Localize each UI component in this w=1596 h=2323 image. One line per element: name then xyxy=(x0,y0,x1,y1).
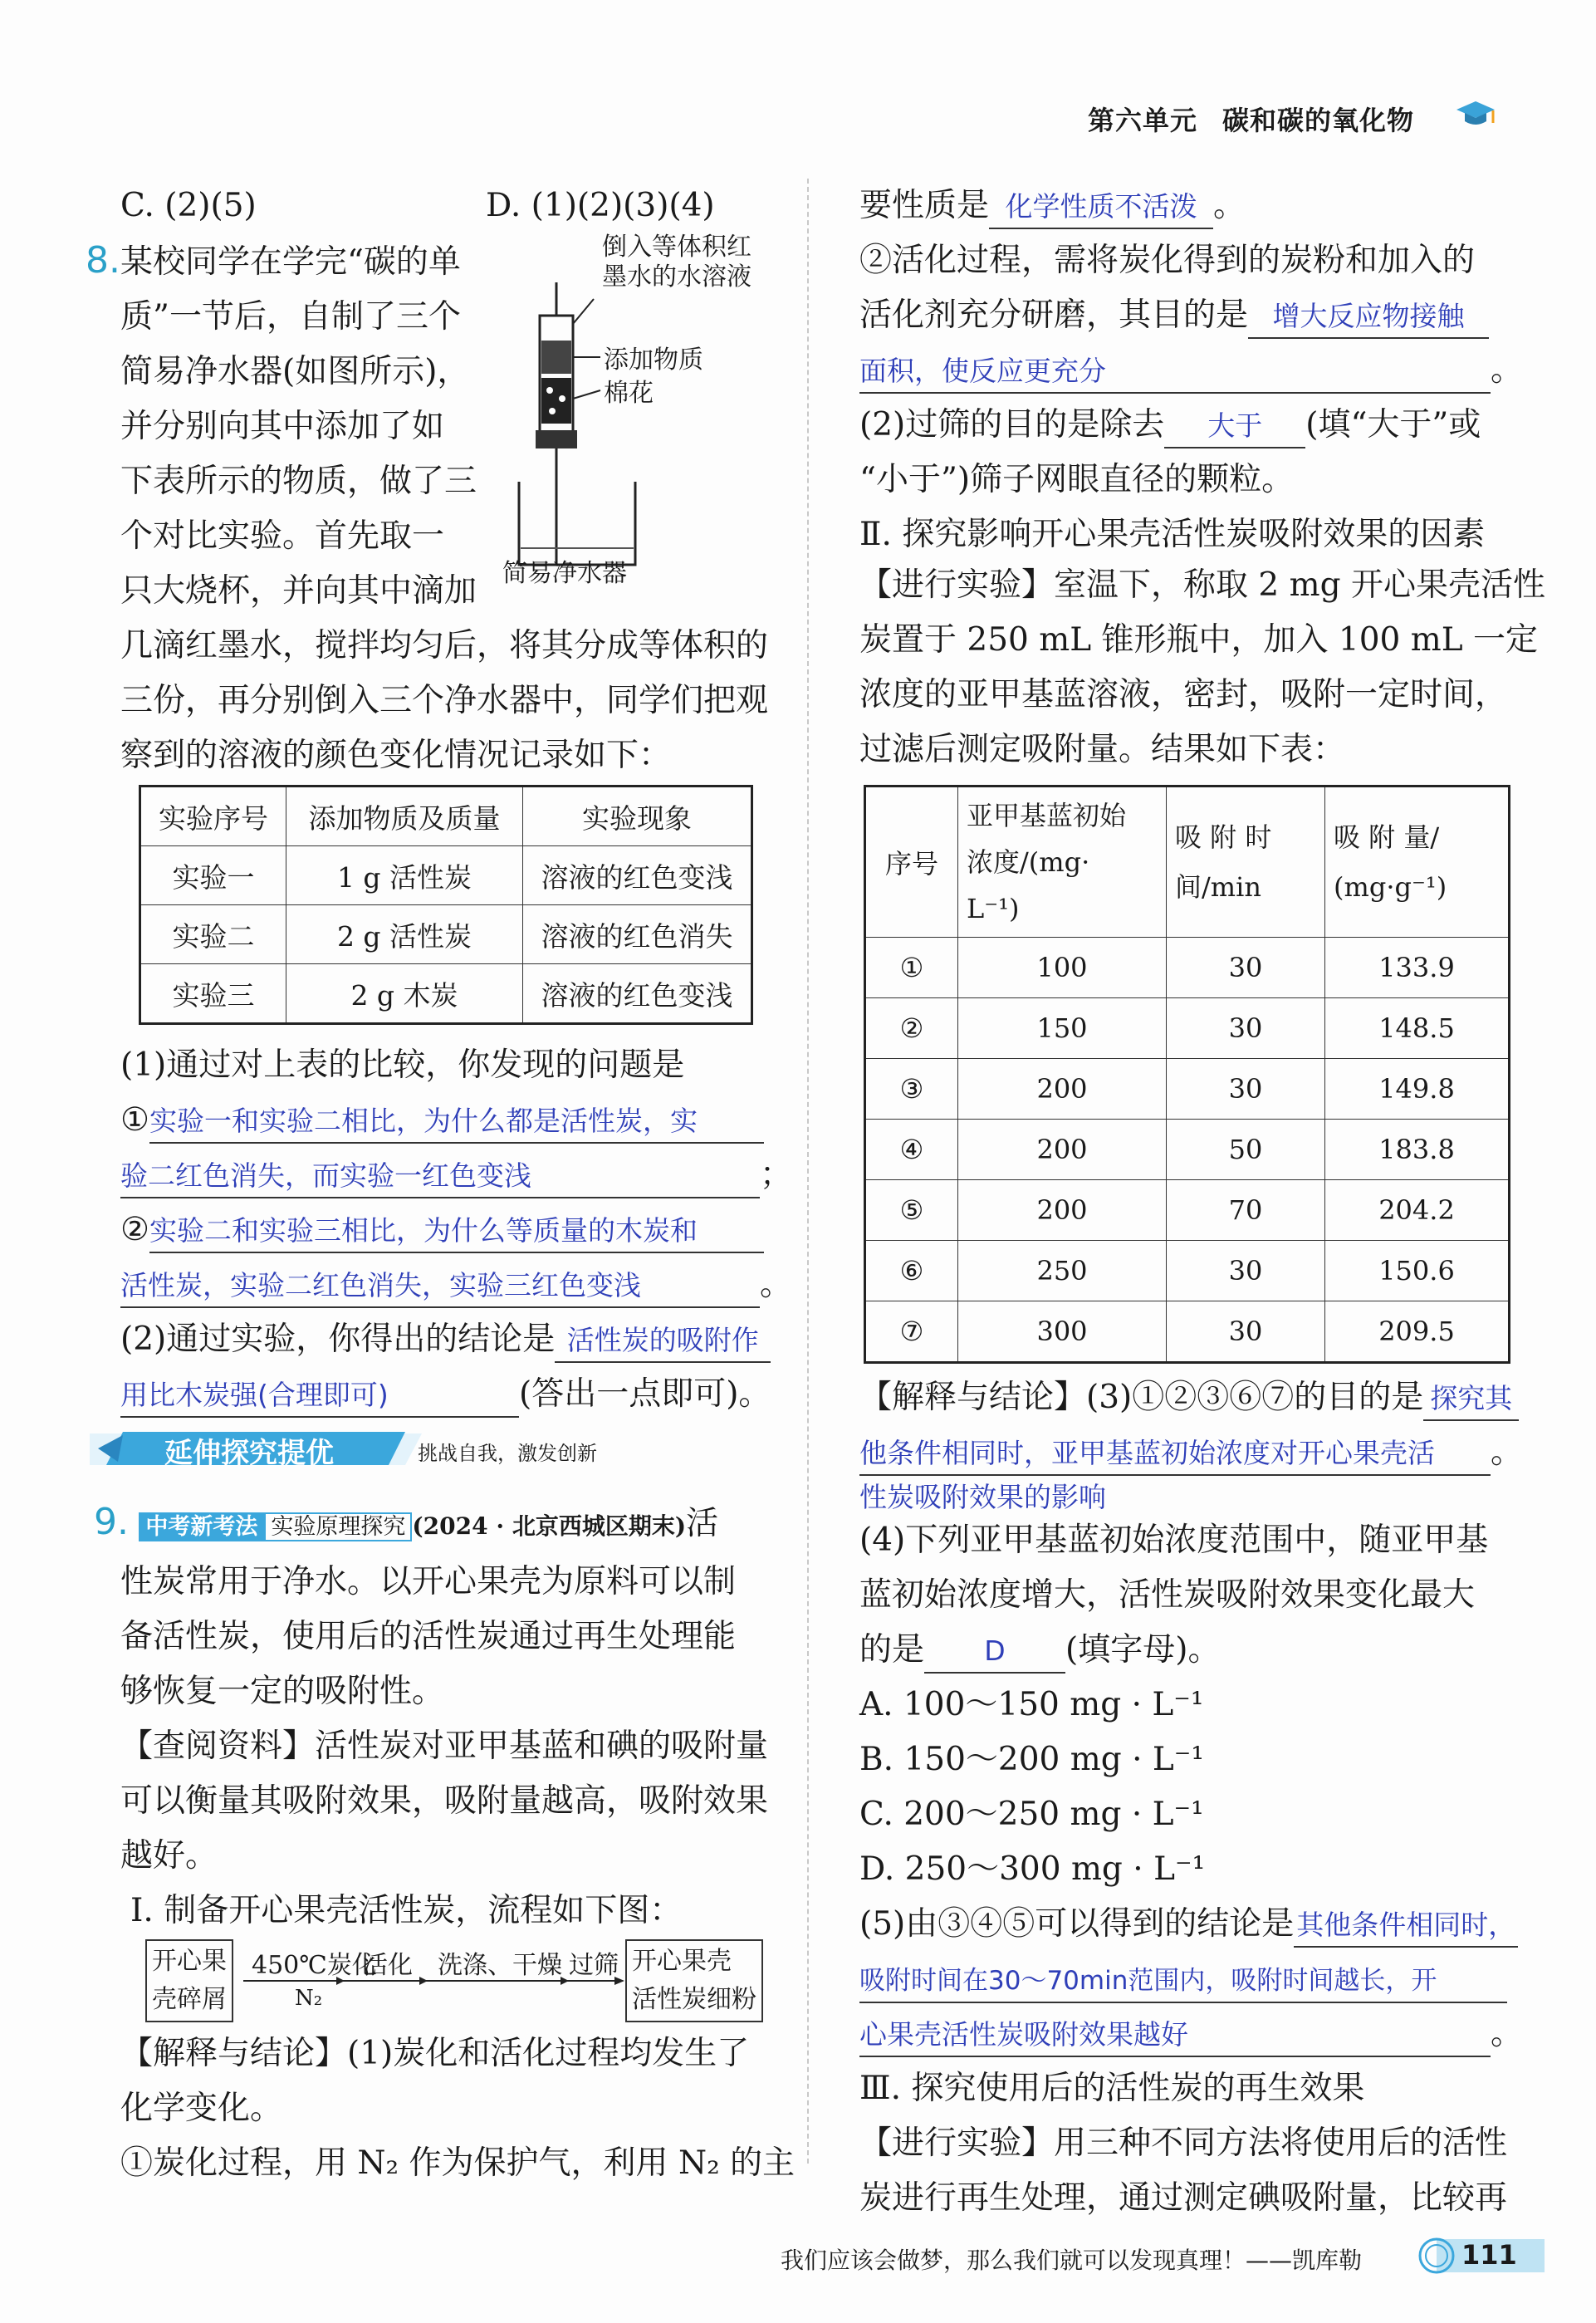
table-cell: 实验二 xyxy=(140,905,286,964)
r-line-5: (2)过筛的目的是除去 xyxy=(859,406,1165,444)
table-cell: 30 xyxy=(1167,938,1325,998)
page-number: 111 xyxy=(1461,2239,1517,2271)
table-cell: 70 xyxy=(1167,1180,1325,1241)
q9-after-2: 化学变化。 xyxy=(120,2090,283,2127)
q8-line-6: 个对比实验。首先取一 xyxy=(120,517,445,555)
table-row xyxy=(865,1241,1510,1301)
table-cell: 2 g 活性炭 xyxy=(286,905,523,964)
answer-q5a: 其他条件相同时， xyxy=(1294,1904,1518,1948)
question-9 xyxy=(94,1495,785,1938)
table-cell: 溶液的红色消失 xyxy=(523,905,752,964)
q9-conclusion xyxy=(120,2026,796,2191)
graduation-cap-icon xyxy=(1455,98,1496,131)
flow-end-box xyxy=(625,1939,763,2022)
q8-answers: (1)通过对上表的比较，你发现的问题是 ①实验一和实验二相比，为什么都是活性炭，实 验二红色消失，而实验一红色变浅 ； ②实验二和实验三相比，为什么等质量的木炭和 活性炭，实验二红色消失，实验三红色变浅 。 (2)通过实验，你得出的结论是 活性炭的吸附作 用比木炭强(合理即可) (答出一点即可)。 xyxy=(120,1038,785,1422)
q8-line-9: 三份，再分别倒入三个净水器中，同学们把观 xyxy=(120,682,769,719)
q9-line-1: 性炭常用于净水。以开心果壳为原料可以制 xyxy=(120,1563,737,1600)
table-cell: 30 xyxy=(1167,1059,1325,1120)
flow-step-n2: N₂ xyxy=(295,1986,323,2011)
figure-label-ink xyxy=(602,233,751,292)
table-header-row xyxy=(140,787,752,846)
table-cell: 148.5 xyxy=(1325,998,1510,1059)
q8-table xyxy=(139,785,753,1025)
q3-text: 【解释与结论】(3)①②③⑥⑦的目的是 xyxy=(859,1379,1424,1416)
header-conc-2: 浓度/(mg· xyxy=(967,846,1090,878)
table-cell: 50 xyxy=(1167,1120,1325,1180)
answer-2a: 实验二和实验三相比，为什么等质量的木炭和 xyxy=(149,1210,764,1253)
table-cell: 250 xyxy=(958,1241,1167,1301)
water-filter-figure xyxy=(502,233,785,588)
q8-line-8: 几滴红墨水，搅拌均匀后，将其分成等体积的 xyxy=(120,627,769,664)
section-banner xyxy=(90,1429,787,1468)
table-cell: 100 xyxy=(958,938,1167,998)
option-d: D. (1)(2)(3)(4) xyxy=(486,187,715,224)
r-line-5-end: (填“大于”或 xyxy=(1305,406,1481,444)
table-cell: 200 xyxy=(958,1120,1167,1180)
figure-label-cotton: 棉花 xyxy=(604,379,654,408)
table-cell: 300 xyxy=(958,1301,1167,1363)
table-cell: ⑥ xyxy=(865,1241,958,1301)
table-cell: 133.9 xyxy=(1325,938,1510,998)
option-d2: D. 250～300 mg · L⁻¹ xyxy=(859,1850,1206,1888)
q8-sub2: (2)通过实验，你得出的结论是 xyxy=(120,1321,556,1358)
exp-line-1: 【进行实验】室温下，称取 2 mg 开心果壳活性 xyxy=(859,566,1545,604)
table-cell: ② xyxy=(865,998,958,1059)
q8-line-10: 察到的溶液的颜色变化情况记录如下： xyxy=(120,737,672,774)
q9-number: 9. xyxy=(94,1501,129,1543)
q8-sub2-end: (答出一点即可)。 xyxy=(519,1375,771,1413)
figure-label-additive: 添加物质 xyxy=(604,346,703,375)
q8-number: 8. xyxy=(86,239,120,282)
r-line-3: 活化剂充分研磨，其目的是 xyxy=(859,297,1249,334)
header-conc-1: 亚甲基蓝初始 xyxy=(967,800,1127,831)
unit-label: 第六单元 xyxy=(1088,105,1198,136)
figure-label-ink-2: 墨水的水溶液 xyxy=(602,262,751,292)
table-header-concentration xyxy=(958,787,1167,938)
answer-3a: 活性炭的吸附作 xyxy=(555,1320,771,1363)
q4-line-2: 蓝初始浓度增大，活性炭吸附效果变化最大 xyxy=(859,1576,1476,1614)
header-time-1: 吸 附 时 xyxy=(1175,821,1272,853)
q9-line-2: 备活性炭，使用后的活性炭通过再生处理能 xyxy=(120,1618,737,1655)
exp-line-4: 过滤后测定吸附量。结果如下表： xyxy=(859,731,1346,768)
option-c2: C. 200～250 mg · L⁻¹ xyxy=(859,1796,1204,1833)
q9-after-3: ①炭化过程，用 N₂ 作为保护气，利用 N₂ 的主 xyxy=(120,2144,796,2182)
flow-step-carbonize: 450℃炭化 xyxy=(252,1951,377,1980)
table-cell: 30 xyxy=(1167,1301,1325,1363)
q9-line-3: 够恢复一定的吸附性。 xyxy=(120,1673,445,1710)
table-row xyxy=(865,1301,1510,1363)
table-row xyxy=(865,1180,1510,1241)
tag-new-exam: 中考新考法 xyxy=(139,1512,264,1541)
unit-title: 碳和碳的氧化物 xyxy=(1222,105,1415,136)
page-header xyxy=(1088,100,1439,138)
header-amount-1: 吸 附 量/ xyxy=(1334,821,1440,853)
table-header: 实验现象 xyxy=(523,787,752,846)
table-cell: 30 xyxy=(1167,998,1325,1059)
r-line-7: Ⅱ. 探究影响开心果壳活性炭吸附效果的因素 xyxy=(859,516,1486,553)
r-line-1: 要性质是 xyxy=(859,187,990,224)
r-line-2: ②活化过程，需将炭化得到的炭粉和加入的 xyxy=(859,242,1476,279)
tag-principle: 实验原理探究 xyxy=(264,1512,412,1541)
table-cell: 150.6 xyxy=(1325,1241,1510,1301)
answer-q3b: 他条件相同时，亚甲基蓝初始浓度对开心果壳活 xyxy=(859,1433,1491,1476)
banner-subtitle: 挑战自我，激发创新 xyxy=(418,1442,597,1465)
table-cell: ④ xyxy=(865,1120,958,1180)
table-cell: ① xyxy=(865,938,958,998)
answer-q3c: 性炭吸附效果的影响 xyxy=(859,1481,1106,1513)
q8-line-7: 只大烧杯，并向其中滴加 xyxy=(120,572,477,610)
r-line-10: 炭进行再生处理，通过测定碘吸附量，比较再 xyxy=(859,2179,1508,2217)
table-cell: 183.8 xyxy=(1325,1120,1510,1180)
table-cell: 1 g 活性炭 xyxy=(286,846,523,905)
table-cell: 150 xyxy=(958,998,1167,1059)
r-line-1-end: 。 xyxy=(1213,187,1246,224)
answer-sieve: 大于 xyxy=(1164,405,1305,448)
q5-text: (5)由③④⑤可以得到的结论是 xyxy=(859,1905,1295,1943)
table-cell: 溶液的红色变浅 xyxy=(523,964,752,1024)
answer-2b: 活性炭，实验二红色消失，实验三红色变浅 xyxy=(120,1265,760,1308)
q9-after-1: 【解释与结论】(1)炭化和活化过程均发生了 xyxy=(120,2035,750,2072)
q8-line-1: 某校同学在学完“碳的单 xyxy=(120,243,461,281)
r-line-8: Ⅲ. 探究使用后的活性炭的再生效果 xyxy=(859,2070,1365,2107)
table-cell: 200 xyxy=(958,1180,1167,1241)
exp-line-2: 炭置于 250 mL 锥形瓶中，加入 100 mL 一定 xyxy=(859,621,1539,659)
answer-1a: 实验一和实验二相比，为什么都是活性炭，实 xyxy=(149,1100,764,1144)
flow-start-line2: 壳碎屑 xyxy=(152,1985,227,2014)
r-line-9: 【进行实验】用三种不同方法将使用后的活性 xyxy=(859,2125,1508,2162)
page-number-badge xyxy=(1412,2234,1545,2276)
flow-step-sieve: 过筛 xyxy=(569,1951,619,1980)
table-cell: 204.2 xyxy=(1325,1180,1510,1241)
q4-line-1: (4)下列亚甲基蓝初始浓度范围中，随亚甲基 xyxy=(859,1522,1489,1559)
table-header-amount xyxy=(1325,787,1510,938)
table-row xyxy=(865,998,1510,1059)
q9-line-7: Ⅰ. 制备开心果壳活性炭，流程如下图： xyxy=(130,1892,683,1929)
answer-purpose-a: 增大反应物接触 xyxy=(1248,296,1489,339)
table-cell: 实验三 xyxy=(140,964,286,1024)
q4-end: (填字母)。 xyxy=(1065,1631,1221,1669)
table-cell: 200 xyxy=(958,1059,1167,1120)
header-amount-2: (mg·g⁻¹) xyxy=(1334,871,1447,903)
q4-pre: 的是 xyxy=(859,1631,925,1669)
exp-line-3: 浓度的亚甲基蓝溶液，密封，吸附一定时间， xyxy=(859,676,1508,713)
r-line-6: “小于”)筛子网眼直径的颗粒。 xyxy=(859,461,1295,498)
flow-step-wash-dry: 洗涤、干燥 xyxy=(438,1951,562,1980)
table-cell: ③ xyxy=(865,1059,958,1120)
table-cell: 30 xyxy=(1167,1241,1325,1301)
answer-1b: 验二红色消失，而实验一红色变浅 xyxy=(120,1155,760,1198)
option-b: B. 150～200 mg · L⁻¹ xyxy=(859,1741,1204,1778)
answer-property: 化学性质不活泼 xyxy=(989,186,1213,229)
answer-3b: 用比木炭强(合理即可) xyxy=(120,1375,519,1418)
option-a: A. 100～150 mg · L⁻¹ xyxy=(859,1686,1204,1723)
table-cell: 209.5 xyxy=(1325,1301,1510,1363)
q9-line-5: 可以衡量其吸附效果，吸附量越高，吸附效果 xyxy=(120,1782,769,1820)
figure-label-ink-1: 倒入等体积红 xyxy=(602,233,751,262)
q8-line-3: 简易净水器(如图所示)， xyxy=(120,353,470,390)
footer-quote: 我们应该会做梦，那么我们就可以发现真理！——凯库勒 xyxy=(781,2247,1363,2274)
right-conclusions: 【解释与结论】(3)①②③⑥⑦的目的是 探究其 他条件相同时，亚甲基蓝初始浓度对开心果壳活 。 性炭吸附效果的影响 (4)下列亚甲基蓝初始浓度范围中，随亚甲基 蓝初始浓度增大，活性炭吸附效果变化最大 的是 D (填字母)。 A. 100～150 mg · L⁻¹ B. 150～200 mg · L⁻¹ C. 200～250 mg · L⁻¹ D. 250～300 mg · L⁻¹ (5)由③④⑤可以得到的结论是其他条件相同时， 吸附时间在30～70min范围内，吸附时间越长，开 心果壳活性炭吸附效果越好 。 Ⅲ. 探究使用后的活性炭的再生效果 【进行实验】用三种不同方法将使用后的活性 炭进行再生处理，通过测定碘吸附量，比较再 xyxy=(859,1370,1515,2226)
table-cell: 2 g 木炭 xyxy=(286,964,523,1024)
experiment-text xyxy=(859,558,1545,777)
q8-line-5: 下表所示的物质，做了三 xyxy=(120,463,477,500)
answer-q4: D xyxy=(924,1630,1065,1674)
table-row xyxy=(865,1120,1510,1180)
answer-q3a: 探究其 xyxy=(1423,1378,1519,1421)
table-row xyxy=(140,846,752,905)
adsorption-table xyxy=(864,785,1510,1364)
q9-line-4: 【查阅资料】活性炭对亚甲基蓝和碘的吸附量 xyxy=(120,1728,769,1765)
q8-line-2: 质”一节后，自制了三个 xyxy=(120,298,461,336)
right-column: 要性质是 化学性质不活泼 。 ②活化过程，需将炭化得到的炭粉和加入的 活化剂充分研磨，其目的是 增大反应物接触 面积，使反应更充分 。 (2)过筛的目的是除去 大于 (填“大于”或 “小于”)筛子网眼直径的颗粒。 Ⅱ. 探究影响开心果壳活性炭吸附效果的因素 xyxy=(859,179,1515,562)
header-time-2: 间/min xyxy=(1175,871,1261,903)
option-c: C. (2)(5) xyxy=(120,187,257,224)
prev-options xyxy=(120,179,785,233)
table-header-row xyxy=(865,787,1510,938)
answer-q5c: 心果壳活性炭吸附效果越好 xyxy=(859,2014,1491,2057)
q8-line-4: 并分别向其中添加了如 xyxy=(120,408,445,445)
flow-start-line1: 开心果 xyxy=(152,1947,227,1976)
table-row xyxy=(865,1059,1510,1120)
table-row xyxy=(140,905,752,964)
table-header-time xyxy=(1167,787,1325,938)
column-divider xyxy=(807,179,809,2164)
figure-caption: 简易净水器 xyxy=(502,559,627,588)
table-row xyxy=(865,938,1510,998)
flow-end-line1: 开心果壳 xyxy=(632,1947,732,1976)
q9-line-6: 越好。 xyxy=(120,1837,218,1875)
q8-sub1: (1)通过对上表的比较，你发现的问题是 xyxy=(120,1046,685,1084)
header-conc-3: L⁻¹) xyxy=(967,893,1020,924)
answer-q5b: 吸附时间在30～70min范围内，吸附时间越长，开 xyxy=(859,1960,1507,2003)
table-cell: ⑦ xyxy=(865,1301,958,1363)
flow-end-line2: 活性炭细粉 xyxy=(632,1985,756,2014)
process-flow-diagram xyxy=(145,1939,776,2022)
q9-first-char: 活 xyxy=(686,1505,719,1542)
q9-source: (2024 · 北京西城区期末) xyxy=(412,1512,687,1540)
table-cell: ⑤ xyxy=(865,1180,958,1241)
table-cell: 溶液的红色变浅 xyxy=(523,846,752,905)
table-header: 添加物质及质量 xyxy=(286,787,523,846)
table-row xyxy=(140,964,752,1024)
flow-step-activate: 活化 xyxy=(363,1951,413,1980)
table-header: 实验序号 xyxy=(140,787,286,846)
banner-title: 延伸探究提优 xyxy=(164,1437,334,1470)
answer-purpose-b: 面积，使反应更充分 xyxy=(859,350,1491,394)
table-header: 序号 xyxy=(865,787,958,938)
table-cell: 实验一 xyxy=(140,846,286,905)
table-cell: 149.8 xyxy=(1325,1059,1510,1120)
